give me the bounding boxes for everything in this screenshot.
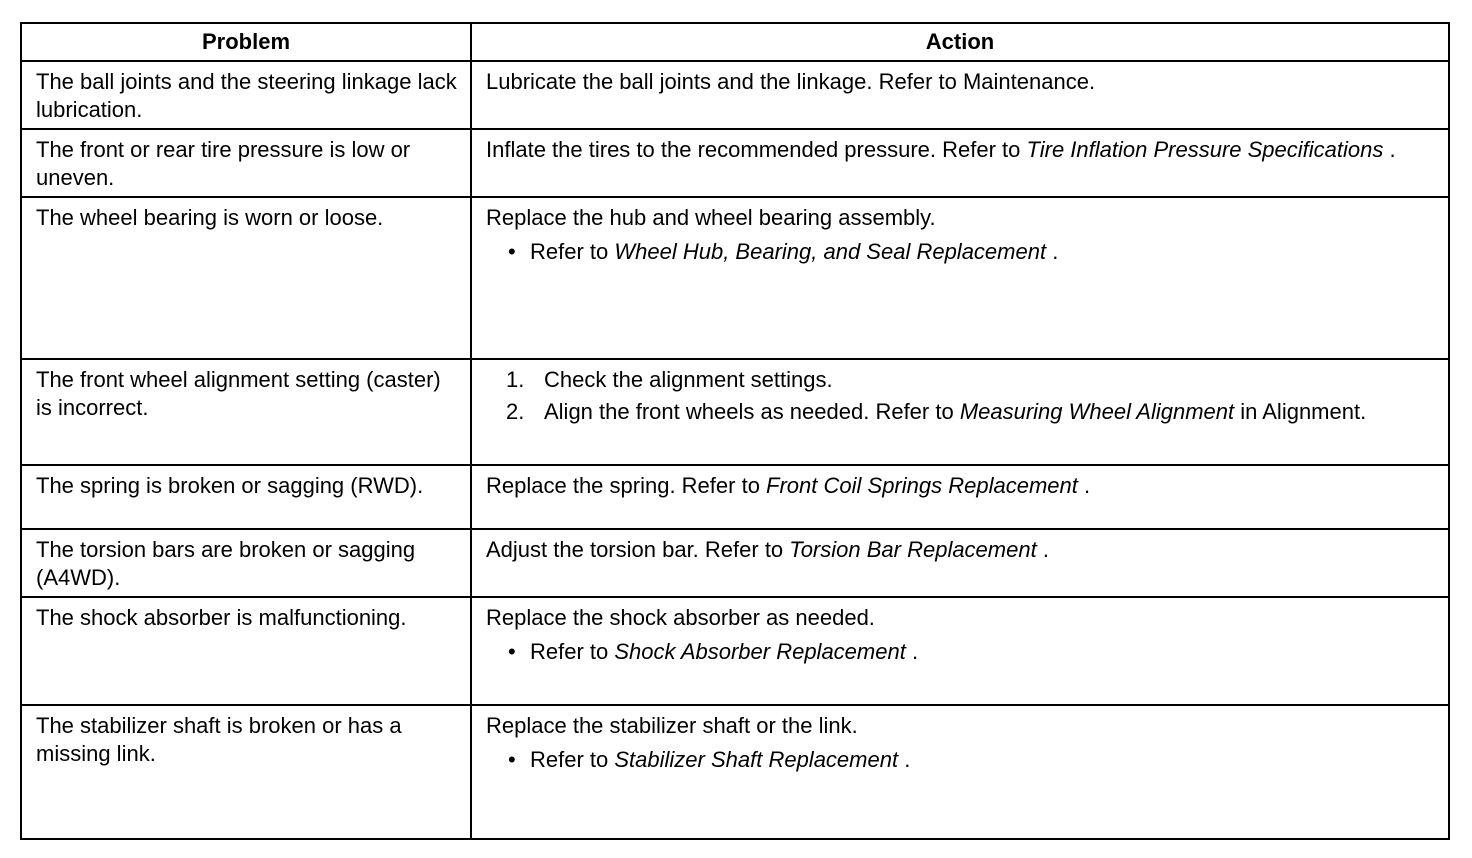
bullet-content — [530, 638, 918, 666]
bullet-item — [486, 238, 1436, 266]
action-text-main: Inflate the tires to the recommended pressure. Refer to — [486, 137, 1027, 162]
bullet-reference: Stabilizer Shaft Replacement — [614, 747, 899, 772]
troubleshooting-table-container — [20, 22, 1448, 840]
item-suffix: in Alignment. — [1234, 399, 1367, 424]
action-text-main: Replace the spring. Refer to — [486, 473, 767, 498]
item-text: Check the alignment settings. — [544, 367, 833, 392]
action-text: Replace the shock absorber as needed. — [486, 605, 875, 630]
item-content — [544, 366, 833, 394]
bullet-suffix: . — [905, 639, 919, 664]
action-suffix: . — [1383, 137, 1396, 162]
bullet-content — [530, 238, 1058, 266]
problem-cell: The wheel bearing is worn or loose. — [21, 197, 471, 359]
action-text — [486, 536, 1436, 564]
action-reference: Tire Inflation Pressure Specifications — [1026, 137, 1384, 162]
bullet-suffix: . — [898, 747, 911, 772]
action-suffix: . — [1036, 537, 1049, 562]
bullet-icon: • — [508, 239, 516, 264]
table-row — [21, 597, 1449, 705]
action-text-main: Lubricate the ball joints and the linkage. Refer to Maintenance. — [486, 69, 1096, 94]
action-text — [486, 472, 1436, 500]
item-text: Align the front wheels as needed. Refer to — [544, 399, 960, 424]
action-cell — [471, 705, 1449, 839]
item-reference: Measuring Wheel Alignment — [959, 399, 1235, 424]
item-content — [544, 398, 1366, 426]
bullet-icon: • — [508, 747, 516, 772]
action-cell — [471, 597, 1449, 705]
action-column-header: Action — [471, 23, 1449, 61]
problem-cell: The front wheel alignment setting (caster) is incorrect. — [21, 359, 471, 465]
table-row — [21, 129, 1449, 197]
problem-cell: The front or rear tire pressure is low or uneven. — [21, 129, 471, 197]
bullet-reference: Shock Absorber Replacement — [614, 639, 906, 664]
table-row — [21, 465, 1449, 529]
bullet-content — [530, 746, 910, 774]
problem-cell: The spring is broken or sagging (RWD). — [21, 465, 471, 529]
numbered-item — [486, 366, 1436, 394]
problem-column-header: Problem — [21, 23, 471, 61]
action-text: Replace the hub and wheel bearing assembly. — [486, 205, 936, 230]
table-row — [21, 705, 1449, 839]
item-number: 1. — [506, 367, 525, 392]
problem-cell: The shock absorber is malfunctioning. — [21, 597, 471, 705]
action-reference: Front Coil Springs Replacement — [766, 473, 1078, 498]
problem-cell: The torsion bars are broken or sagging (A4WD). — [21, 529, 471, 597]
item-number: 2. — [506, 399, 525, 424]
action-cell — [471, 129, 1449, 197]
action-suffix: . — [1077, 473, 1091, 498]
problem-cell: The stabilizer shaft is broken or has a missing link. — [21, 705, 471, 839]
action-cell — [471, 359, 1449, 465]
bullet-text: Refer to — [530, 239, 615, 264]
bullet-icon: • — [508, 639, 516, 664]
header-row — [21, 23, 1449, 61]
table-row — [21, 61, 1449, 129]
action-cell — [471, 465, 1449, 529]
problem-cell: The ball joints and the steering linkage lack lubrication. — [21, 61, 471, 129]
bullet-suffix: . — [1046, 239, 1059, 264]
action-cell — [471, 61, 1449, 129]
action-reference: Torsion Bar Replacement — [789, 537, 1037, 562]
action-text: Replace the stabilizer shaft or the link. — [486, 713, 858, 738]
bullet-text: Refer to — [530, 747, 615, 772]
numbered-item — [486, 398, 1436, 426]
table-row — [21, 197, 1449, 359]
action-cell — [471, 197, 1449, 359]
table-row — [21, 529, 1449, 597]
action-cell — [471, 529, 1449, 597]
table-row — [21, 359, 1449, 465]
bullet-text: Refer to — [530, 639, 615, 664]
bullet-reference: Wheel Hub, Bearing, and Seal Replacement — [614, 239, 1047, 264]
troubleshooting-table — [20, 22, 1450, 840]
action-text-main: Adjust the torsion bar. Refer to — [486, 537, 790, 562]
action-text — [486, 136, 1436, 164]
action-text — [486, 68, 1436, 96]
bullet-item — [486, 746, 1436, 774]
bullet-item — [486, 638, 1436, 666]
